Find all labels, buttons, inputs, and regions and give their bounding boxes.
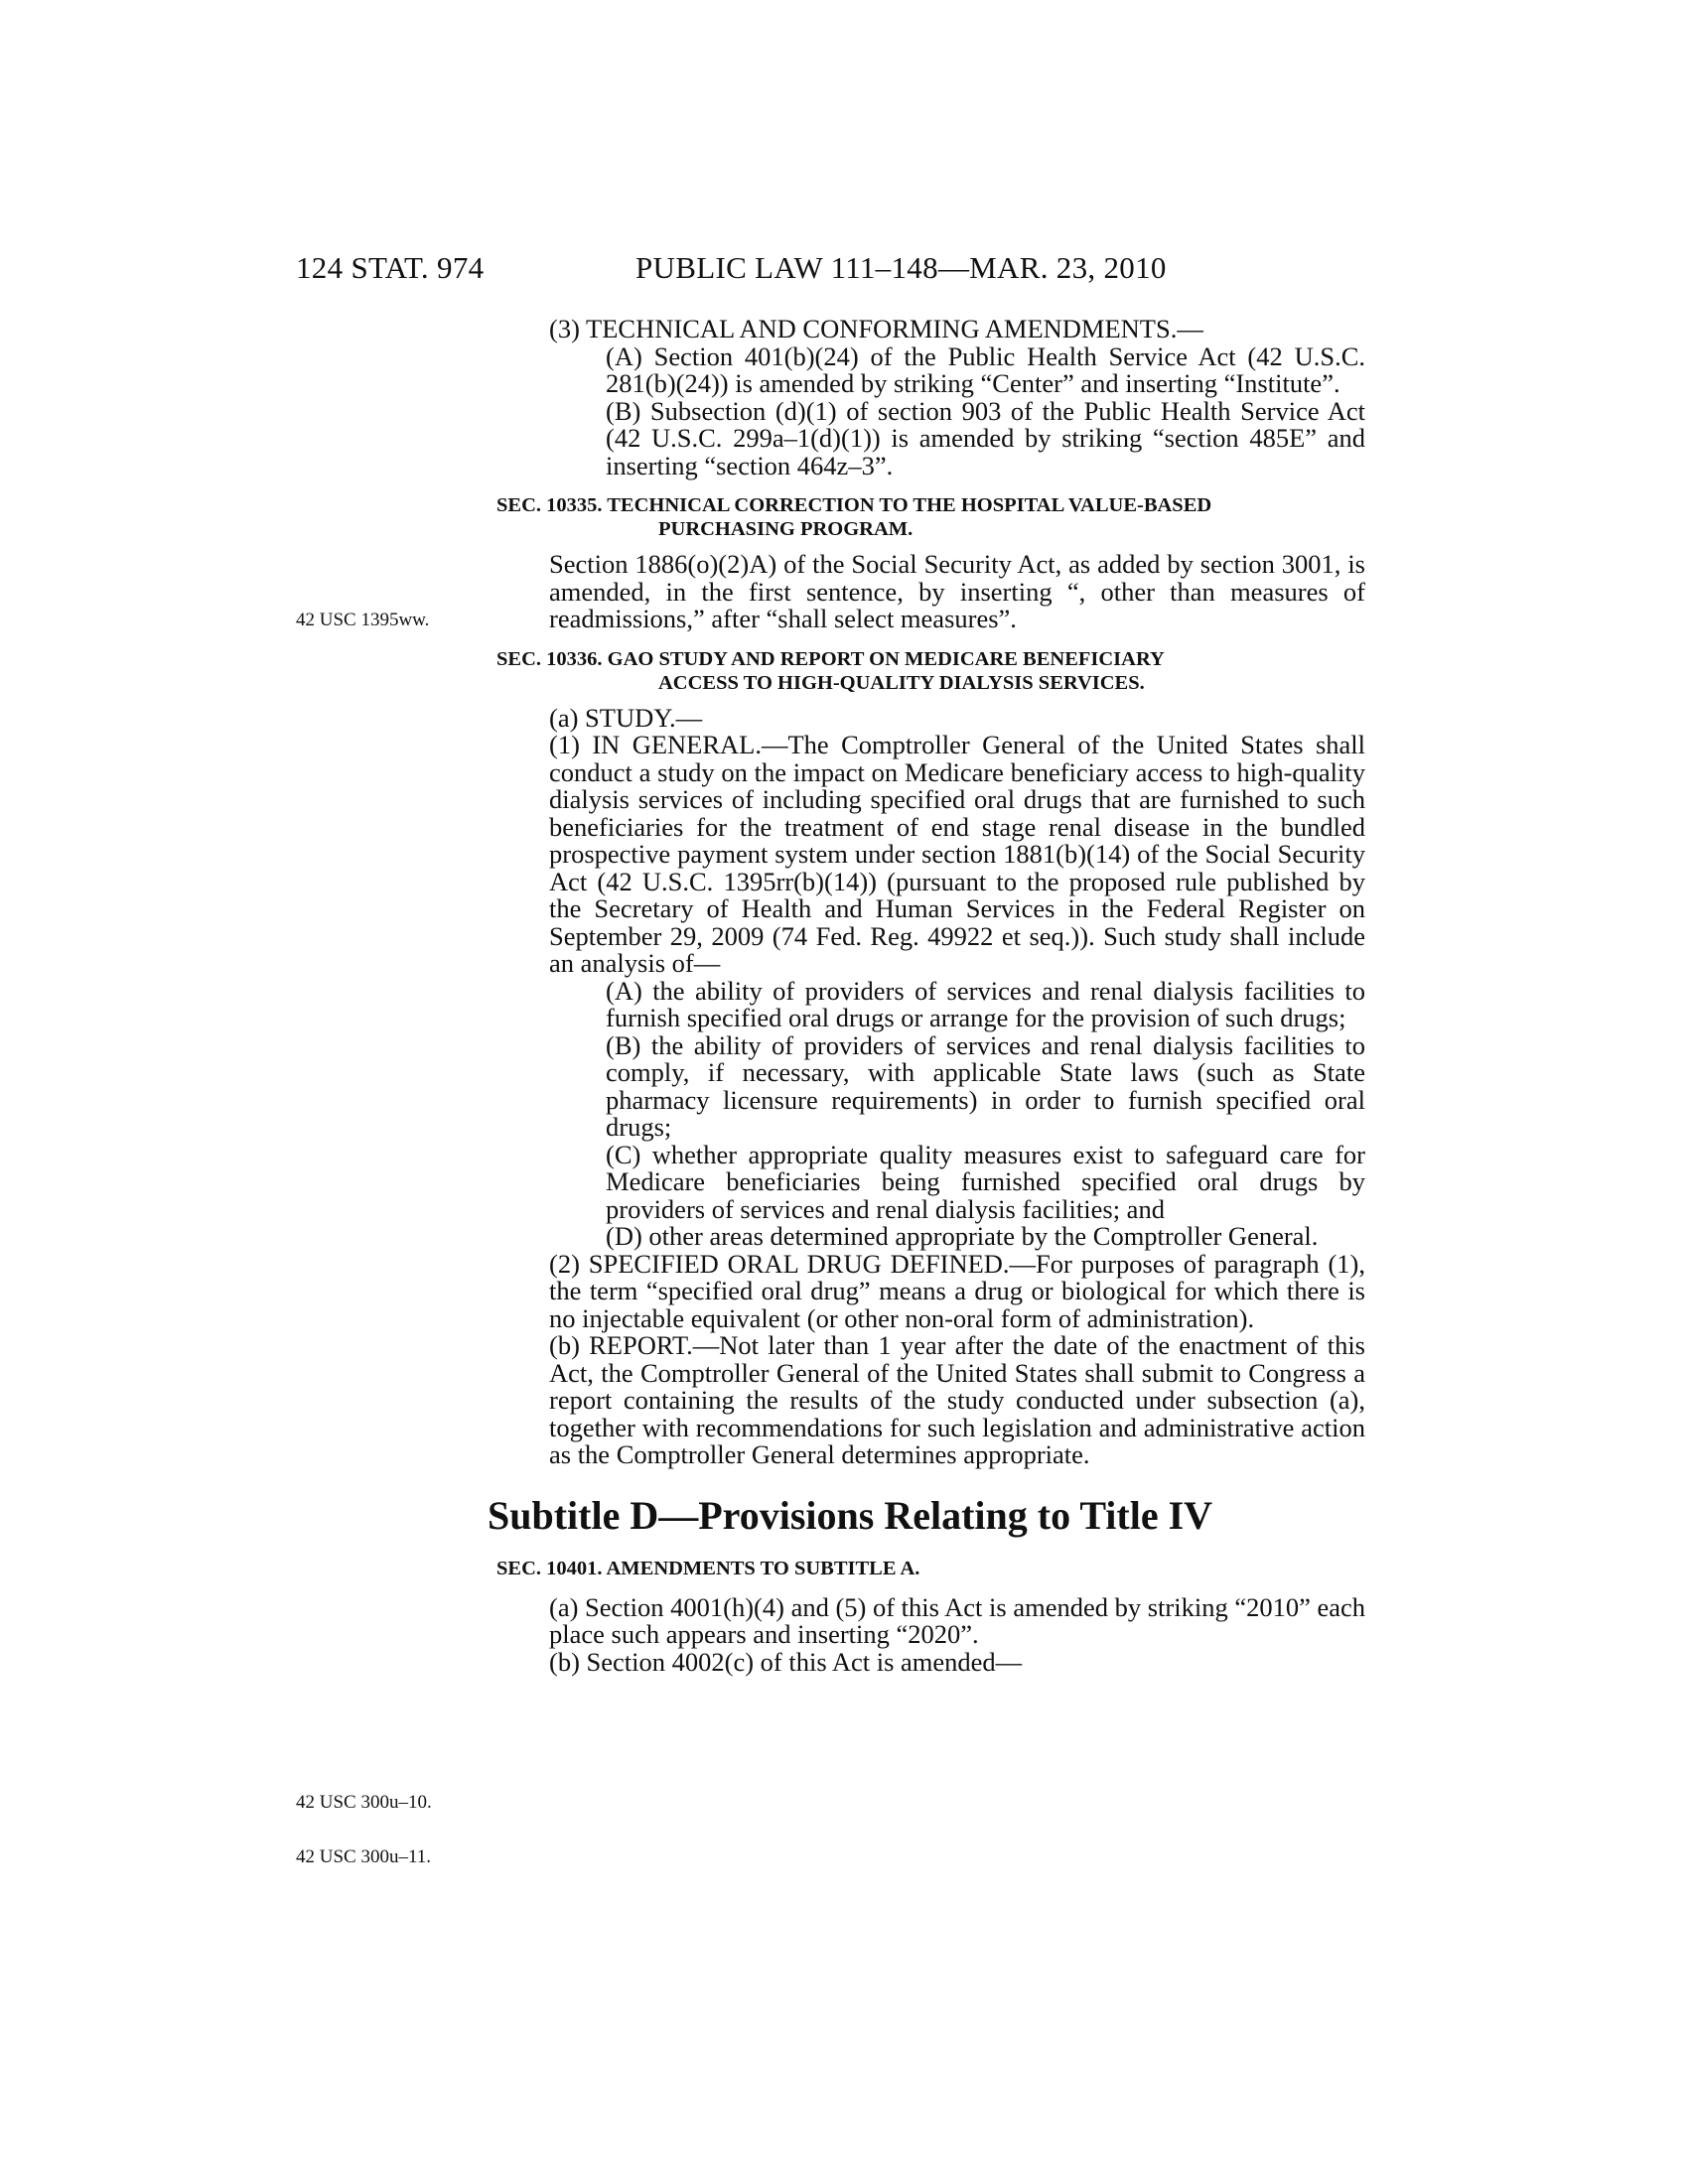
para-analysis-d: (D) other areas determined appropriate by the Comptroller General. <box>606 1221 1319 1251</box>
para-10401-b: (b) Section 4002(c) of this Act is amended— <box>549 1646 1023 1677</box>
section-heading-10335-line2: PURCHASING PROGRAM. <box>658 518 914 540</box>
para-in-general: (1) IN GENERAL.—The Comptroller General of the United States shall conduct a study on the impact on Medicare beneficiary access to high-quality dialysis services of including specified oral drugs that are furnished to such beneficiaries for the treatment of end stage renal disease in the bundled prospective payment system under section 1881(b)(14) of the Social Security Act (42 U.S.C. 1395rr(b)(14)) (pursuant to the proposed rule published by the Secretary of Health and Human Services in the Federal Register on September 29, 2009 (74 Fed. Reg. 49922 et seq.)). Such study shall include an analysis of— <box>549 730 1365 978</box>
section-heading-10336-line2: ACCESS TO HIGH-QUALITY DIALYSIS SERVICES. <box>658 671 1145 694</box>
page-stat-citation: 124 STAT. 974 <box>296 250 485 285</box>
section-heading-10336-line1: SEC. 10336. GAO STUDY AND REPORT ON MEDICARE BENEFICIARY <box>496 647 1165 670</box>
subtitle-heading: Subtitle D—Provisions Relating to Title IV <box>488 1492 1213 1538</box>
para-specified-oral-drug: (2) SPECIFIED ORAL DRUG DEFINED.—For purposes of paragraph (1), the term “specified oral drug” means a drug or biological for which there is no injectable equivalent (or other non-oral form of administration). <box>549 1248 1365 1333</box>
margin-note-3: 42 USC 300u–11. <box>296 1846 432 1867</box>
para-analysis-c: (C) whether appropriate quality measures exist to safeguard care for Medicare beneficiaries being furnished specified oral drugs by providers of services and renal dialysis facilities; and <box>606 1139 1365 1224</box>
para-technical-amendments-heading: (3) TECHNICAL AND CONFORMING AMENDMENTS.— <box>549 314 1203 343</box>
section-heading-10336 <box>496 647 1365 695</box>
margin-note-1: 42 USC 1395ww. <box>296 610 430 630</box>
page-header-title: PUBLIC LAW 111–148—MAR. 23, 2010 <box>635 250 1167 285</box>
para-section-10335: Section 1886(o)(2)A) of the Social Security Act, as added by section 3001, is amended, in the first sentence, by inserting “, other than measures of readmissions,” after “shall select measures”. <box>549 549 1365 633</box>
para-report: (b) REPORT.—Not later than 1 year after the date of the enactment of this Act, the Comptroller General of the United States shall submit to Congress a report containing the results of the study conducted under subsection (a), together with recommendations for such legislation and administrative action as the Comptroller General determines appropriate. <box>549 1330 1365 1469</box>
para-amend-b: (B) Subsection (d)(1) of section 903 of the Public Health Service Act (42 U.S.C. 299a–1(d)(1)) is amended by striking “section 485E” and inserting “section 464z–3”. <box>606 395 1365 480</box>
section-heading-10335 <box>496 493 1365 541</box>
section-heading-10401: SEC. 10401. AMENDMENTS TO SUBTITLE A. <box>496 1557 920 1579</box>
para-analysis-a: (A) the ability of providers of services and renal dialysis facilities to furnish specified oral drugs or arrange for the provision of such drugs; <box>606 975 1365 1032</box>
para-amend-a: (A) Section 401(b)(24) of the Public Health Service Act (42 U.S.C. 281(b)(24)) is amended by striking “Center” and inserting “Institute”. <box>606 341 1365 398</box>
document-body <box>488 314 1366 1677</box>
para-study-heading: (a) STUDY.— <box>549 702 703 733</box>
para-10401-a: (a) Section 4001(h)(4) and (5) of this Act is amended by striking “2010” each place such appears and inserting “2020”. <box>549 1591 1366 1649</box>
para-analysis-b: (B) the ability of providers of services and renal dialysis facilities to comply, if necessary, with applicable State laws (such as State pharmacy licensure requirements) in order to furnish specified oral drugs; <box>606 1029 1365 1142</box>
margin-note-2: 42 USC 300u–10. <box>296 1792 432 1813</box>
section-heading-10335-line1: SEC. 10335. TECHNICAL CORRECTION TO THE HOSPITAL VALUE-BASED <box>496 494 1212 516</box>
